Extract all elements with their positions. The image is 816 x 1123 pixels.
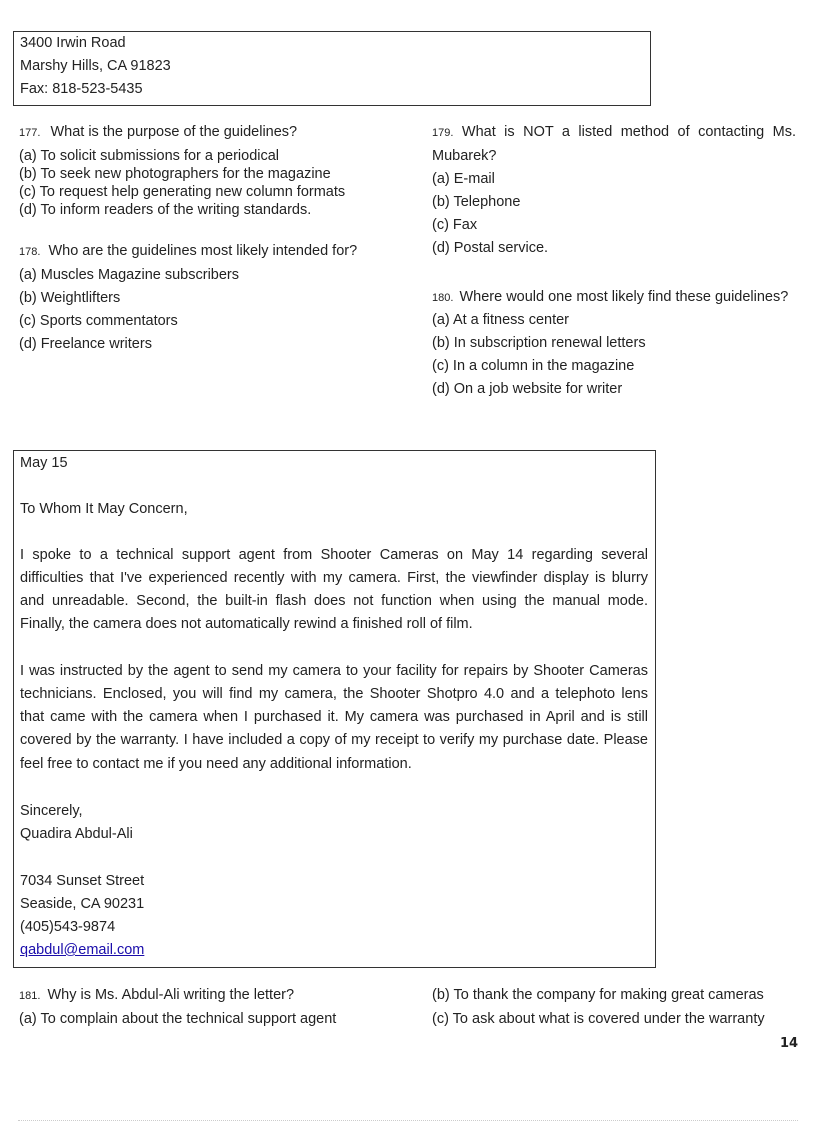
option-d: (d) Freelance writers bbox=[19, 336, 152, 352]
option-d: (d) Postal service. bbox=[432, 240, 549, 256]
question-181-stem bbox=[19, 984, 294, 1008]
question-177-stem bbox=[19, 121, 297, 145]
address-box bbox=[13, 31, 651, 106]
option-b: (b) In subscription renewal letters bbox=[432, 335, 646, 351]
option-a: (a) At a fitness center bbox=[432, 312, 570, 328]
letter-box bbox=[13, 450, 656, 968]
sender-city: Seaside, CA 90231 bbox=[20, 896, 145, 912]
option-b: (b) Weightlifters bbox=[19, 290, 121, 306]
question-number: 178. bbox=[19, 246, 41, 258]
footer-divider bbox=[18, 1120, 798, 1121]
question-177 bbox=[19, 121, 419, 231]
option-d: (d) To inform readers of the writing standards. bbox=[19, 202, 312, 218]
question-179-stem-line1 bbox=[432, 121, 796, 145]
question-number: 180. bbox=[432, 292, 454, 304]
question-text-line1: What is NOT a listed method of contacting Ms. bbox=[461, 124, 797, 140]
sender-street: 7034 Sunset Street bbox=[20, 873, 145, 889]
option-a: (a) To solicit submissions for a periodical bbox=[19, 148, 280, 164]
option-a: (a) Muscles Magazine subscribers bbox=[19, 267, 239, 283]
question-number: 181. bbox=[19, 990, 41, 1002]
question-text: Why is Ms. Abdul-Ali writing the letter? bbox=[47, 987, 295, 1003]
option-c: (c) Fax bbox=[432, 217, 478, 233]
question-180 bbox=[432, 286, 798, 406]
question-179 bbox=[432, 121, 798, 266]
option-c: (c) Sports commentators bbox=[19, 313, 178, 329]
letter-para1-line2: difficulties that I've experienced recently with my camera. First, the viewfinder display is blurry bbox=[20, 570, 648, 586]
address-street: 3400 Irwin Road bbox=[20, 35, 126, 51]
page-number: 14 bbox=[780, 1036, 799, 1051]
letter-para2-line5: feel free to contact me if you need any additional information. bbox=[20, 756, 412, 772]
sender-email-link[interactable]: qabdul@email.com bbox=[20, 942, 145, 958]
letter-para2-line4: covered by the warranty. I have included a copy of my receipt to verify my purchase date. Please bbox=[20, 732, 648, 748]
letter-signature: Quadira Abdul-Ali bbox=[20, 826, 133, 842]
question-178-stem bbox=[19, 240, 357, 264]
letter-para1-line3: and unreadable. Second, the built-in flash does not function when using the manual mode. bbox=[20, 593, 648, 609]
option-a: (a) E-mail bbox=[432, 171, 495, 187]
letter-salutation: To Whom It May Concern, bbox=[20, 501, 188, 517]
option-b: (b) To thank the company for making great cameras bbox=[432, 987, 764, 1003]
question-180-stem bbox=[432, 286, 788, 310]
address-city: Marshy Hills, CA 91823 bbox=[20, 58, 171, 74]
question-number: 177. bbox=[19, 127, 41, 139]
question-number: 179. bbox=[432, 127, 454, 139]
letter-para1-line4: Finally, the camera does not automatically rewind a finished roll of film. bbox=[20, 616, 473, 632]
option-c: (c) In a column in the magazine bbox=[432, 358, 635, 374]
option-c: (c) To request help generating new column formats bbox=[19, 184, 346, 200]
option-a: (a) To complain about the technical support agent bbox=[19, 1011, 337, 1027]
letter-para2-line3: that came with the camera when I purchased it. My camera was purchased in April and is still bbox=[20, 709, 648, 725]
letter-para2-line2: technicians. Enclosed, you will find my camera, the Shooter Shotpro 4.0 and a telephoto lens bbox=[20, 686, 648, 702]
question-text: What is the purpose of the guidelines? bbox=[50, 124, 298, 140]
question-181 bbox=[19, 984, 799, 1034]
question-text: Who are the guidelines most likely intended for? bbox=[48, 243, 358, 259]
question-text-line2: Mubarek? bbox=[432, 148, 497, 164]
address-fax: Fax: 818-523-5435 bbox=[20, 81, 143, 97]
letter-closing: Sincerely, bbox=[20, 803, 83, 819]
sender-phone: (405)543-9874 bbox=[20, 919, 116, 935]
letter-para2-line1: I was instructed by the agent to send my camera to your facility for repairs by Shooter Cameras bbox=[20, 663, 648, 679]
sender-email-row bbox=[20, 939, 144, 962]
question-178 bbox=[19, 240, 419, 360]
option-c: (c) To ask about what is covered under the warranty bbox=[432, 1011, 765, 1027]
option-d: (d) On a job website for writer bbox=[432, 381, 623, 397]
option-b: (b) To seek new photographers for the magazine bbox=[19, 166, 331, 182]
option-b: (b) Telephone bbox=[432, 194, 521, 210]
letter-para1-line1: I spoke to a technical support agent from Shooter Cameras on May 14 regarding several bbox=[20, 547, 648, 563]
letter-date: May 15 bbox=[20, 455, 68, 471]
question-text: Where would one most likely find these guidelines? bbox=[459, 289, 789, 305]
